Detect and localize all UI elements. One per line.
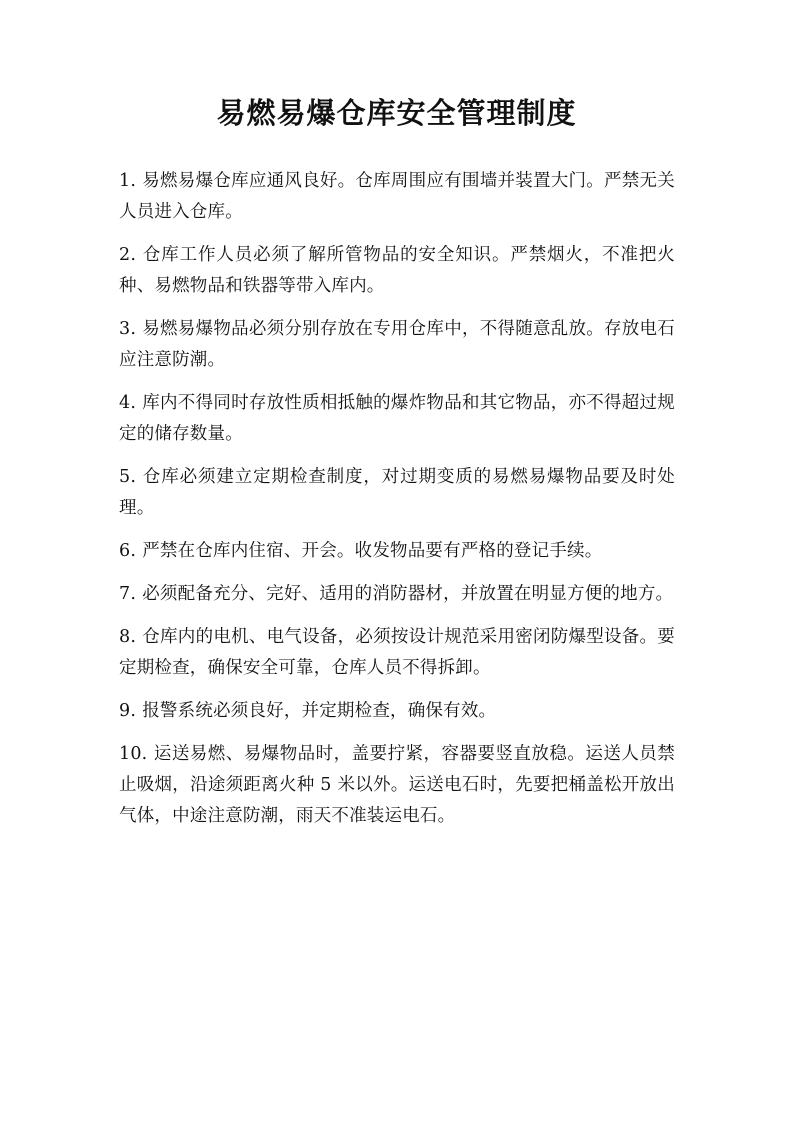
rule-number: 7. (119, 584, 137, 604)
page-title: 易燃易爆仓库安全管理制度 (216, 96, 577, 130)
rule-text: 运送易燃、易爆物品时，盖要拧紧，容器要竖直放稳。运送人员禁止吸烟，沿途须距离火种 5 米以外。运送电石时，先要把桶盖松开放出气体，中途注意防潮，雨天不准装运电石。 (119, 744, 675, 826)
rule-text: 仓库工作人员必须了解所管物品的安全知识。严禁烟火，不准把火种、易燃物品和铁器等带入库内。 (119, 245, 675, 296)
rule-number: 2. (119, 245, 137, 265)
rule-item-1 (119, 166, 675, 228)
rule-item-2 (119, 240, 675, 302)
rule-item-3 (119, 314, 675, 376)
rule-number: 9. (119, 701, 137, 721)
rule-text: 报警系统必须良好，并定期检查，确保有效。 (142, 701, 497, 721)
rule-number: 3. (119, 319, 137, 339)
rule-text: 严禁在仓库内住宿、开会。收发物品要有严格的登记手续。 (142, 541, 603, 561)
rule-item-8 (119, 622, 675, 684)
rule-item-5 (119, 462, 675, 524)
rule-item-9 (119, 696, 675, 727)
rule-text: 仓库内的电机、电气设备，必须按设计规范采用密闭防爆型设备。要定期检查，确保安全可靠，仓库人员不得拆卸。 (119, 627, 675, 678)
rules-list (119, 166, 675, 844)
rule-text: 仓库必须建立定期检查制度，对过期变质的易燃易爆物品要及时处理。 (119, 467, 675, 518)
rule-number: 5. (119, 467, 137, 487)
rule-number: 6. (119, 541, 137, 561)
rule-text: 易燃易爆物品必须分别存放在专用仓库中，不得随意乱放。存放电石应注意防潮。 (119, 319, 675, 370)
rule-number: 10. (119, 744, 148, 764)
rule-text: 必须配备充分、完好、适用的消防器材，并放置在明显方便的地方。 (142, 584, 674, 604)
rule-item-6 (119, 536, 675, 567)
rule-number: 4. (119, 393, 137, 413)
rule-item-7 (119, 579, 675, 610)
rule-item-10 (119, 739, 675, 832)
rule-number: 1. (119, 171, 137, 191)
rule-number: 8. (119, 627, 137, 647)
rule-item-4 (119, 388, 675, 450)
rule-text: 库内不得同时存放性质相抵触的爆炸物品和其它物品，亦不得超过规定的储存数量。 (119, 393, 675, 444)
rule-text: 易燃易爆仓库应通风良好。仓库周围应有围墙并装置大门。严禁无关人员进入仓库。 (119, 171, 675, 222)
